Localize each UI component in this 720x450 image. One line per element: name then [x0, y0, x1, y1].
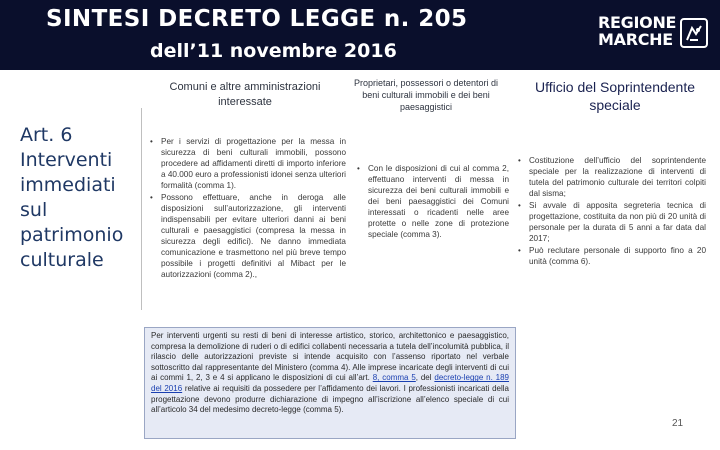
page-number: 21: [672, 418, 684, 429]
column-header-municipalities: Comuni e altre amministrazioni interessate: [169, 81, 321, 108]
bullet-icon: •: [518, 156, 521, 165]
box-text: relative ai requisiti da possedere per l’affidamento dei lavori. I professionisti incaricati della progettazione devono produrre dichiarazione di impegno all’iscrizione all’elenco speciale di cui all’articolo 34 del medesimo decreto-legge (comma 5).: [151, 383, 509, 415]
column-divider: [141, 108, 142, 310]
bullet-icon: •: [357, 164, 360, 173]
bullet-item: [518, 200, 706, 244]
bullet-icon: •: [518, 246, 521, 255]
municipalities-column: [150, 136, 346, 281]
bullet-text: Può reclutare personale di supporto fino a 20 unità (comma 6).: [529, 246, 706, 266]
article-title-line: culturale: [20, 249, 104, 271]
header-bar: [0, 0, 720, 70]
article-heading: [20, 123, 145, 273]
column-header-superintendent: Ufficio del Soprintendente speciale: [534, 79, 696, 113]
box-text: , del: [415, 373, 435, 383]
article-title-line: sul: [20, 199, 48, 221]
bullet-item: [150, 136, 346, 191]
column-header-owners: Proprietari, possessori o detentori di beni culturali immobili e dei beni paesaggistici: [353, 78, 499, 112]
regione-marche-logo: [598, 14, 710, 56]
bullet-text: Per i servizi di progettazione per la messa in sicurezza di beni culturali immobili, possono procedere ad affidamenti diretti di importo inferiore a 40.000 euro a professionisti idonei senza ulteriori formalità (comma 1).: [161, 137, 346, 190]
superintendent-column: [518, 155, 706, 268]
box-text: Per interventi urgenti su resti di beni di interesse artistico, storico, architettonico e paesaggistico, compresa la demolizione di ruderi o di edifici collabenti necessaria a tutela dell’incolumità pubblica, il rilascio delle autorizzazioni previste si intende acquisito con l’assenso riportato nel verbale sottoscritto dal rappresentante del Ministero (comma 4). Alle imprese incaricate degli interventi di cui ai commi 1, 2, 3 e 4 si applicano le disposizioni di cui all’art.: [151, 331, 509, 383]
article-number: Art. 6: [20, 124, 73, 146]
page-title: SINTESI DECRETO LEGGE n. 205: [46, 6, 468, 32]
bullet-item: [518, 155, 706, 199]
bullet-text: Costituzione dell’ufficio del soprintendente speciale per la realizzazione di interventi di tutela del patrimonio culturale dei territori colpiti dal sisma;: [529, 156, 706, 198]
region-emblem-icon: [680, 18, 708, 48]
logo-text-line2: MARCHE: [598, 30, 673, 49]
emblem-figure-icon: [682, 20, 706, 46]
bullet-icon: •: [518, 201, 521, 210]
page-subtitle: dell’11 novembre 2016: [150, 40, 397, 62]
bullet-item: [518, 245, 706, 267]
decree-law-link[interactable]: decreto-legge n. 189 del 2016: [151, 373, 510, 393]
bullet-icon: •: [150, 137, 153, 146]
bullet-text: Possono effettuare, anche in deroga alle disposizioni sull’autorizzazione, gli interventi indispensabili per evitare ulteriori danni ai beni culturali e paesaggistici (compresa la messa in sicurezza degli edifici). Ne danno immediata comunicazione e trasmettono nel più breve tempo possibile i progetti definitivi al Mibact per le autorizzazioni (comma 2).,: [161, 193, 346, 279]
urgent-interventions-box: [144, 327, 516, 439]
article-title-line: immediati: [20, 174, 116, 196]
bullet-item: [357, 163, 509, 240]
bullet-text: Con le disposizioni di cui al comma 2, effettuano interventi di messa in sicurezza dei beni culturali immobili e dei beni paesaggistici dei Comuni interessati o ricadenti nelle aree protette o nelle zone di protezione speciale (comma 3).: [368, 164, 509, 239]
bullet-text: Si avvale di apposita segreteria tecnica di progettazione, costituita da non più di 20 unità di personale per la durata di 5 anni a far data dal 2017;: [529, 201, 706, 243]
article-8-link[interactable]: 8, comma 5: [372, 373, 416, 383]
owners-column: [357, 163, 509, 241]
article-title-line: patrimonio: [20, 224, 124, 246]
bullet-icon: •: [150, 193, 153, 202]
article-title-line: Interventi: [20, 149, 113, 171]
bullet-item: [150, 192, 346, 280]
logo-text-line1: REGIONE: [598, 13, 677, 32]
